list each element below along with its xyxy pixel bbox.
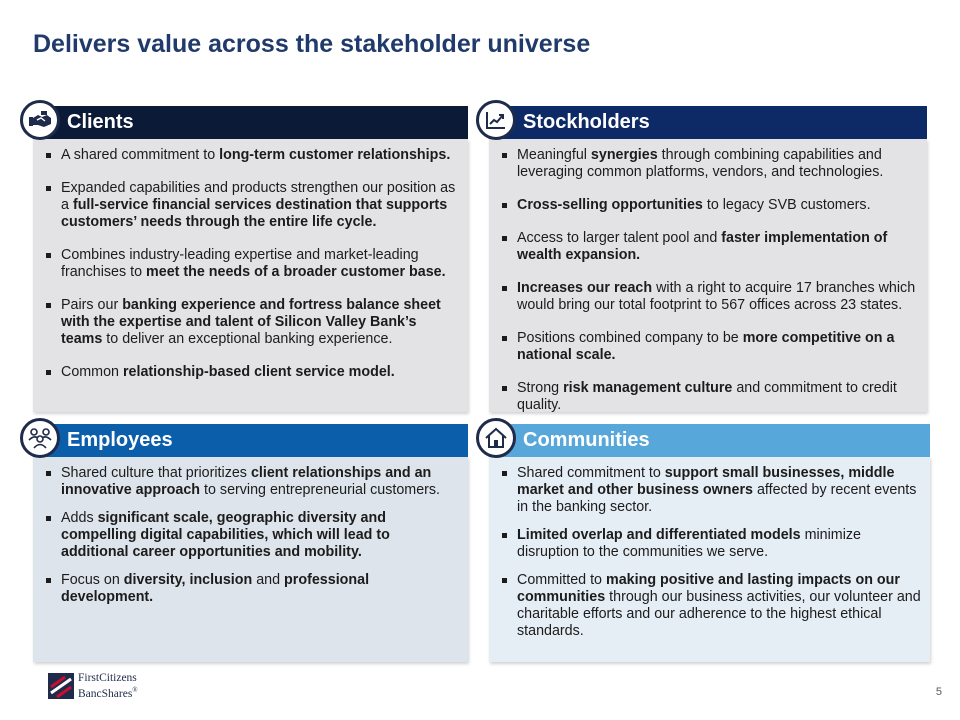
- clients-body: [33, 139, 468, 412]
- bullet-item: [501, 147, 919, 181]
- bullet-item: [501, 280, 919, 314]
- bullet-item: [45, 247, 460, 281]
- bullet-item: [45, 510, 460, 561]
- bullet-text: Access to larger talent pool and: [517, 230, 722, 246]
- bullet-text: to serving entrepreneurial customers.: [200, 482, 441, 498]
- growth-chart-icon: [476, 100, 516, 140]
- bullet-text: Common: [61, 364, 123, 380]
- bullet-text: Shared commitment to: [517, 465, 665, 481]
- stockholders-panel: [489, 106, 927, 412]
- bullet-text: A shared commitment to: [61, 147, 220, 163]
- bullet-bold-text: faster implementation of wealth expansion.: [517, 230, 888, 263]
- employees-panel: [33, 424, 468, 662]
- bullet-item: [501, 527, 922, 561]
- bullet-text: minimize disruption to the communities we serve.: [517, 527, 861, 560]
- employees-bullet-list: [45, 465, 460, 617]
- bullet-text: Strong: [517, 380, 564, 396]
- bullet-bold-text: more competitive on a national scale.: [517, 330, 895, 363]
- bullet-item: [501, 230, 919, 264]
- stockholders-header-bar: [489, 106, 927, 139]
- bullet-item: [45, 180, 460, 231]
- logo-line-1: FirstCitizens: [78, 672, 137, 685]
- bullet-bold-text: professional development.: [61, 572, 370, 605]
- page-title: Delivers value across the stakeholder universe: [33, 30, 591, 58]
- bullet-bold-text: long-term customer relationships.: [219, 147, 451, 163]
- bullet-item: [501, 572, 922, 640]
- bullet-text: through combining capabilities and leveraging common platforms, vendors, and technologies.: [517, 147, 884, 180]
- people-group-icon: [20, 418, 60, 458]
- logo-flag-icon: [48, 673, 74, 699]
- bullet-bold-text: making positive and lasting impacts on our communities: [517, 572, 900, 605]
- bullet-bold-text: diversity, inclusion: [123, 572, 253, 588]
- bullet-text: to legacy SVB customers.: [702, 197, 871, 213]
- bullet-bold-text: client relationships and an innovative approach: [61, 465, 432, 498]
- bullet-bold-text: meet the needs of a broader customer base.: [146, 264, 446, 280]
- house-icon: [476, 418, 516, 458]
- bullet-item: [501, 465, 922, 516]
- bullet-item: [45, 147, 460, 164]
- logo-line-2: BancShares: [78, 687, 133, 700]
- bullet-item: [45, 465, 460, 499]
- stockholders-heading: Stockholders: [523, 111, 650, 133]
- bullet-text: Pairs our: [61, 297, 123, 313]
- bullet-text: affected by recent events in the banking sector.: [517, 482, 917, 515]
- bullet-item: [45, 297, 460, 348]
- company-logo: [48, 671, 138, 701]
- bullet-text: Expanded capabilities and products strengthen our position as a: [61, 180, 456, 213]
- employees-body: [33, 457, 468, 662]
- communities-panel: [489, 424, 930, 662]
- bullet-item: [45, 364, 460, 381]
- bullet-text: through our business activities, our volunteer and charitable efforts and our adherence to the highest ethical standards.: [517, 589, 921, 639]
- communities-bullet-list: [501, 465, 922, 651]
- employees-header-bar: [33, 424, 468, 457]
- bullet-bold-text: risk management culture: [563, 380, 733, 396]
- page-number: 5: [935, 686, 942, 698]
- bullet-text: Combines industry-leading expertise and market-leading franchises to: [61, 247, 419, 280]
- employees-heading: Employees: [67, 429, 173, 451]
- bullet-bold-text: synergies: [590, 147, 658, 163]
- bullet-bold-text: Increases our reach: [517, 280, 653, 296]
- bullet-bold-text: Cross-selling opportunities: [517, 197, 703, 213]
- bullet-text: to deliver an exceptional banking experience.: [102, 331, 393, 347]
- bullet-bold-text: significant scale, geographic diversity and compelling digital capabilities, which will lead to additional career opportunities and mobility.: [61, 510, 390, 560]
- bullet-item: [501, 380, 919, 414]
- stockholders-body: [489, 139, 927, 412]
- bullet-text: Adds: [61, 510, 98, 526]
- communities-body: [489, 457, 930, 662]
- clients-bullet-list: [45, 147, 460, 397]
- stockholders-bullet-list: [501, 147, 919, 430]
- bullet-bold-text: support small businesses, middle market and other business owners: [517, 465, 895, 498]
- bullet-item: [501, 330, 919, 364]
- logo-registered-mark: ®: [132, 686, 138, 695]
- bullet-bold-text: Limited overlap and differentiated models: [517, 527, 801, 543]
- bullet-text: Shared culture that prioritizes: [61, 465, 251, 481]
- bullet-text: and commitment to credit quality.: [517, 380, 897, 413]
- bullet-text: Committed to: [517, 572, 606, 588]
- bullet-item: [45, 572, 460, 606]
- bullet-bold-text: relationship-based client service model.: [122, 364, 395, 380]
- bullet-bold-text: full-service financial services destination that supports customers’ needs through the entire life cycle.: [61, 197, 448, 230]
- bullet-text: and: [252, 572, 285, 588]
- bullet-bold-text: banking experience and fortress balance sheet with the expertise and talent of Silicon Valley Bank’s teams: [61, 297, 441, 347]
- communities-heading: Communities: [523, 429, 650, 451]
- bullet-text: with a right to acquire 17 branches which would bring our total footprint to 567 offices across 23 states.: [517, 280, 916, 313]
- clients-header-bar: [33, 106, 468, 139]
- bullet-text: Meaningful: [517, 147, 591, 163]
- clients-heading: Clients: [67, 111, 134, 133]
- bullet-item: [501, 197, 919, 214]
- bullet-text: Positions combined company to be: [517, 330, 743, 346]
- communities-header-bar: [489, 424, 930, 457]
- bullet-text: Focus on: [61, 572, 124, 588]
- clients-panel: [33, 106, 468, 412]
- handshake-icon: [20, 100, 60, 140]
